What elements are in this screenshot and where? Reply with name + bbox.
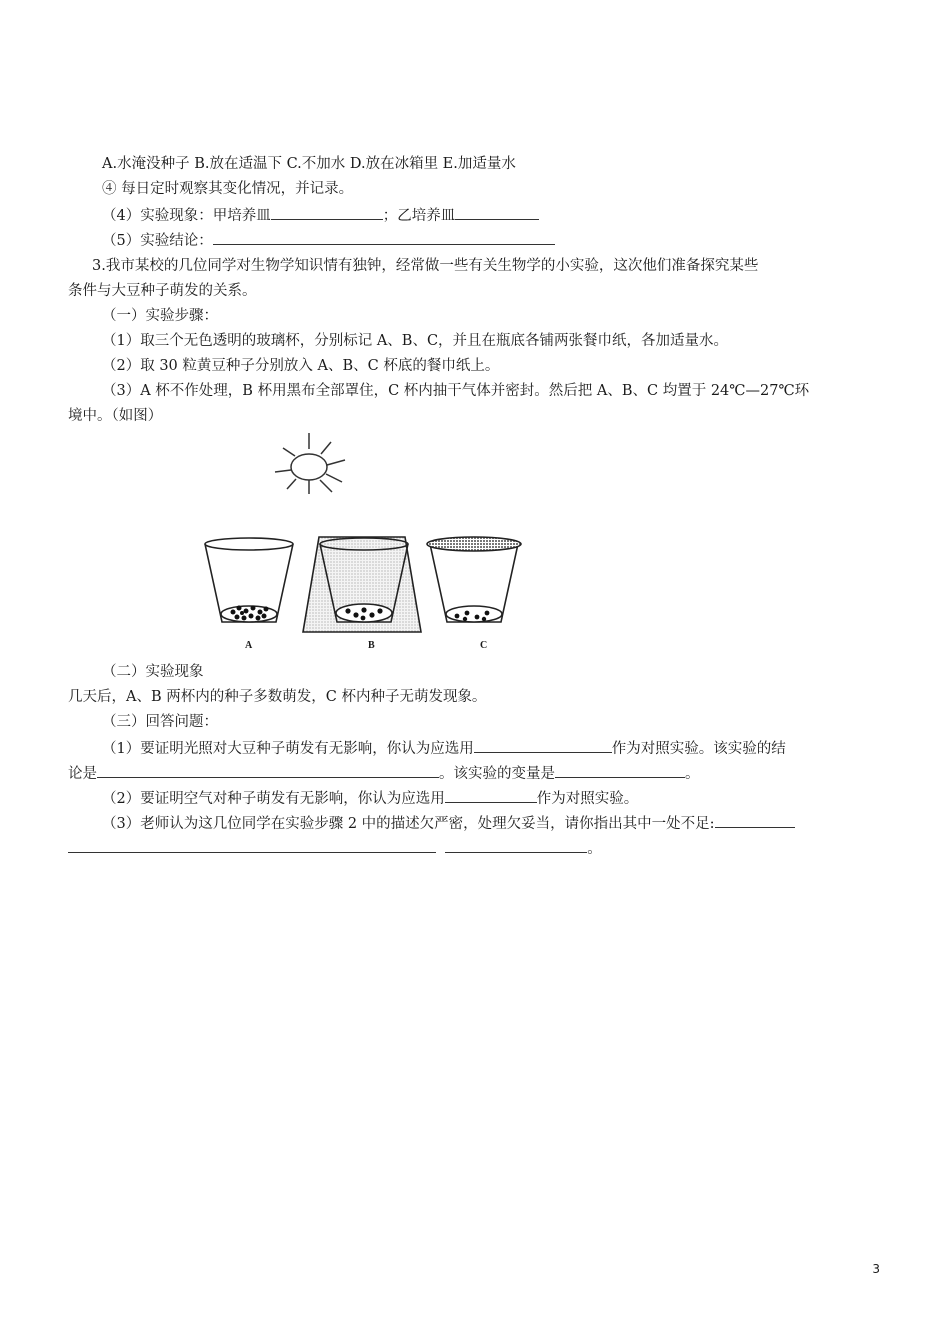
cup-c xyxy=(427,537,521,622)
q3-answer1-line2: 论是 。该实验的变量是 。 xyxy=(68,762,700,784)
q3-step1: （1）取三个无色透明的玻璃杯，分别标记 A、B、C，并且在瓶底各铺两张餐巾纸，各加适量水。 xyxy=(102,333,729,349)
q3-step3-line2: 境中。（如图） xyxy=(68,408,163,424)
answer-blank[interactable] xyxy=(555,762,685,778)
answer-blank[interactable] xyxy=(445,787,537,803)
cup-b xyxy=(303,537,421,632)
q3-answer2: （2）要证明空气对种子萌发有无影响，你认为应选用 作为对照实验。 xyxy=(102,787,638,809)
q3-phenomenon-text: 几天后，A、B 两杯内的种子多数萌发，C 杯内种子无萌发现象。 xyxy=(68,689,487,705)
q3-intro-line1: 3.我市某校的几位同学对生物学知识情有独钟，经常做一些有关生物学的小实验，这次他们准备探究某些 xyxy=(92,258,759,274)
q3-step2: （2）取 30 粒黄豆种子分别放入 A、B、C 杯底的餐巾纸上。 xyxy=(102,358,500,374)
q3-answer1-line1: （1）要证明光照对大豆种子萌发有无影响，你认为应选用 作为对照实验。该实验的结 xyxy=(102,737,786,759)
experiment-figure xyxy=(195,432,545,657)
q3-answer-title: （三）回答问题： xyxy=(102,714,218,730)
q3-steps-title: （一）实验步骤： xyxy=(102,308,218,324)
answer-blank[interactable] xyxy=(97,762,439,778)
cup-label-c: C xyxy=(480,640,488,651)
q2-step4: ④ 每日定时观察其变化情况，并记录。 xyxy=(102,181,354,197)
q2-options: A.水淹没种子 B.放在适温下 C.不加水 D.放在冰箱里 E.加适量水 xyxy=(102,156,516,172)
sun-icon xyxy=(275,433,345,494)
cup-label-a: A xyxy=(245,640,253,651)
q3-phenomenon-title: （二）实验现象 xyxy=(102,664,204,680)
answer-blank[interactable] xyxy=(271,204,383,220)
answer-blank[interactable] xyxy=(455,204,539,220)
answer-blank[interactable] xyxy=(715,812,795,828)
q3-answer3-line1: （3）老师认为这几位同学在实验步骤 2 中的描述欠严密，处理欠妥当，请你指出其中一处不足: xyxy=(102,812,795,834)
experiment-illustration xyxy=(195,432,545,657)
page-number: 3 xyxy=(872,1262,880,1276)
q2-conclusion: （5）实验结论： xyxy=(102,229,555,251)
answer-blank[interactable] xyxy=(213,229,555,245)
cup-a xyxy=(205,538,293,622)
answer-blank[interactable] xyxy=(445,837,587,853)
q2-phenomenon: （4）实验现象：甲培养皿 ；乙培养皿 xyxy=(102,204,539,226)
answer-blank[interactable] xyxy=(474,737,612,753)
cup-label-b: B xyxy=(368,640,375,651)
q3-intro-line2: 条件与大豆种子萌发的关系。 xyxy=(68,283,257,299)
q3-answer3-line2: 。 xyxy=(68,837,602,859)
answer-blank[interactable] xyxy=(68,837,436,853)
q3-step3-line1: （3）A 杯不作处理，B 杯用黑布全部罩住，C 杯内抽干气体并密封。然后把 A、B、C 均置于 24℃—27℃环 xyxy=(102,383,810,399)
